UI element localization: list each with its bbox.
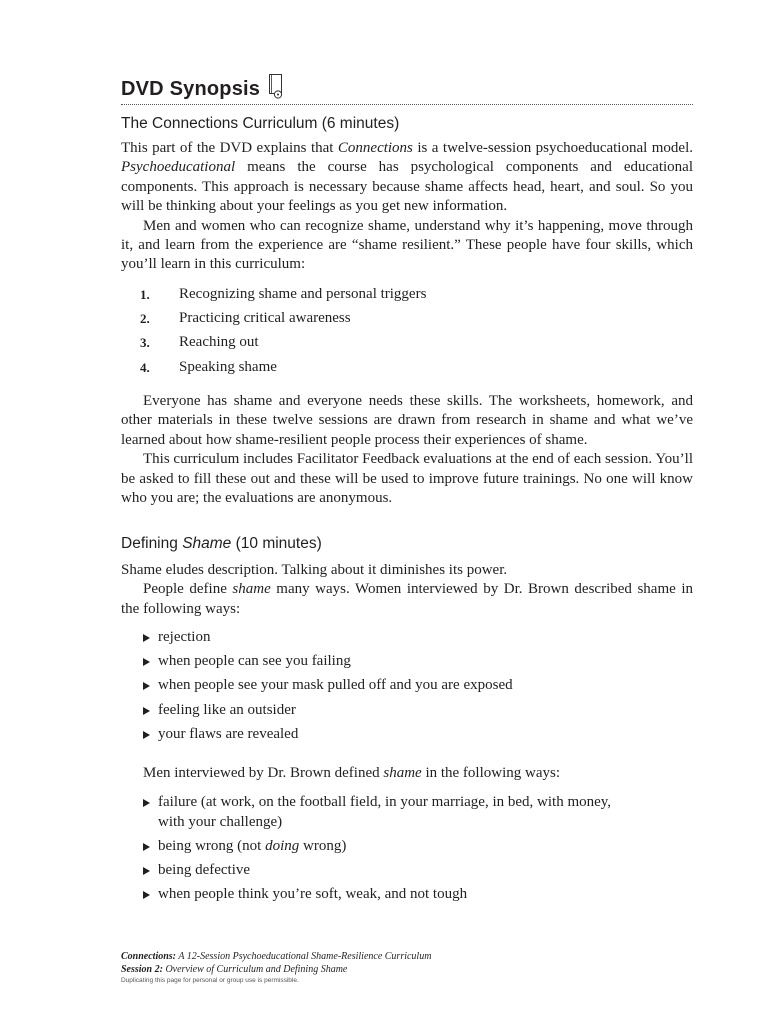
list-item: when people think you’re soft, weak, and not tough [143,885,693,904]
paragraph-women: People define shame many ways. Women interviewed by Dr. Brown described shame in the following ways: [121,581,693,617]
list-item: 2. Practicing critical awareness [140,310,351,327]
triangle-bullet-icon [143,634,150,642]
list-item: rejection [143,628,693,647]
section-defining-shame [121,561,693,909]
paragraph-feedback: This curriculum includes Facilitator Feedback evaluations at the end of each session. You’ll be asked to fill these out and these will be used to improve future trainings. No one will know who you are; the evaluations are anonymous. [121,451,693,507]
section-heading-defining-shame: Defining Shame (10 minutes) [121,535,322,552]
women-list [143,628,693,744]
triangle-bullet-icon [143,707,150,715]
footer-book-title: Connections: A 12-Session Psychoeducational Shame-Resilience Curriculum [121,951,432,962]
list-item: 4. Speaking shame [140,358,277,375]
section-heading-curriculum: The Connections Curriculum (6 minutes) [121,115,400,132]
title-divider [121,104,693,105]
list-item: 3. Reaching out [140,334,259,351]
triangle-bullet-icon [143,682,150,690]
triangle-bullet-icon [143,891,150,899]
footer-session: Session 2: Overview of Curriculum and Defining Shame [121,964,348,975]
dvd-icon [268,73,284,104]
men-list [143,793,693,904]
paragraph-intro: This part of the DVD explains that Connections is a twelve-session psychoeducational model. Psychoeducational means the course has psychological components and educational components. This approach is necessary because shame affects head, heart, and soul. So you will be thinking about your feelings as you get new information. [121,140,693,215]
skills-list [140,285,693,382]
list-item: being wrong (not doing wrong) [143,837,693,856]
section-curriculum [121,139,693,508]
triangle-bullet-icon [143,843,150,851]
paragraph-skills: Everyone has shame and everyone needs these skills. The worksheets, homework, and other materials in these twelve sessions are drawn from research in shame and what we’ve learned about how shame-resilient people process their experiences of shame. [121,393,693,448]
triangle-bullet-icon [143,658,150,666]
triangle-bullet-icon [143,731,150,739]
paragraph-eludes: Shame eludes description. Talking about it diminishes its power. [121,562,508,578]
paragraph-men: Men interviewed by Dr. Brown defined shame in the following ways: [143,765,561,781]
triangle-bullet-icon [143,867,150,875]
header [121,74,693,106]
page-title: DVD Synopsis [121,78,261,100]
triangle-bullet-icon [143,799,150,807]
list-item: when people see your mask pulled off and you are exposed [143,676,693,695]
page-footer [121,950,693,986]
paragraph-shame-resilient: Men and women who can recognize shame, understand why it’s happening, move through it, and learn from the experience are “shame resilient.” These people have four skills, which you’ll learn in this curriculum: [121,217,693,273]
list-item: failure (at work, on the football field, in your marriage, in bed, with money, with your challenge) [143,793,693,832]
list-item: your flaws are revealed [143,725,693,744]
list-item: when people can see you failing [143,652,693,671]
list-item: feeling like an outsider [143,701,693,720]
list-item: being defective [143,861,693,880]
footer-copyright-note: Duplicating this page for personal or group use is permissible. [121,977,299,984]
list-item: 1. Recognizing shame and personal triggers [140,285,427,302]
